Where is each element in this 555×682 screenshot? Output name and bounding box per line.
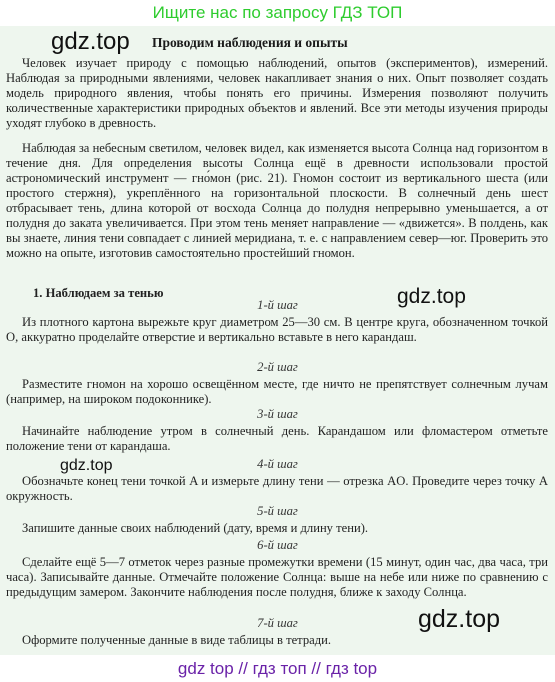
step-text: Запишите данные своих наблюдений (дату, время и длину тени). bbox=[22, 521, 369, 535]
intro-paragraph-1: Человек изучает природу с помощью наблюдений, опытов (экспериментов), измерений. Наблюдая за природными явлениями, человек накапливает знания о них. Опыт позволяет создать модель природного явления, чтобы понять его причины. Измерения позволяют получить количественные характеристики природных объектов и явлений. Все эти методы изучения природы уходят глубоко в древность. bbox=[6, 56, 548, 130]
step-text: Сделайте ещё 5—7 отметок через разные промежутки времени (15 минут, один час, два часа, три часа). Записывайте данные. Отмечайте положение Солнца: выше на небе или ниже по сравнению с предыдущим замером. Закончите наблюдения после полудня, ближе к заходу Солнца. bbox=[6, 555, 548, 599]
intro-paragraph-2: Наблюдая за небесным светилом, человек видел, как изменяется высота Солнца над горизонтом в течение дня. Для определения высоты Солнца ещё в древности использовали простой астрономический инструмент — гно́мон (рис. 21). Гномон состоит из вертикального шеста (или простого стержня), укреплённого на горизонтальной плоскости. В солнечный день шест отбрасывает тень, длина которой от восхода Солнца до полудня непрерывно уменьшается, а от полудня до заката увеличивается. При этом тень меняет направление — «движется». В полдень, как вы знаете, линия тени совпадает с линией меридиана, т. е. с направлением север—юг. Проверить это можно на опыте, изготовив самостоятельно простейший гномон. bbox=[6, 141, 548, 260]
step-label: 4-й шаг bbox=[257, 457, 298, 471]
step-label: 3-й шаг bbox=[257, 407, 298, 421]
footer-banner: gdz top // гдз топ // гдз top bbox=[0, 655, 555, 682]
step-label: 2-й шаг bbox=[257, 360, 298, 374]
section-heading: 1. Наблюдаем за тенью bbox=[33, 286, 164, 300]
watermark: gdz.top bbox=[51, 28, 130, 55]
search-banner: Ищите нас по запросу ГДЗ ТОП bbox=[0, 0, 555, 26]
step-text: Оформите полученные данные в виде таблицы в тетради. bbox=[22, 633, 332, 647]
step-text: Обозначьте конец тени точкой A и измерьте длину тени — отрезка AO. Проведите через точку A окружность. bbox=[6, 474, 548, 503]
step-label: 7-й шаг bbox=[257, 616, 298, 630]
step-label: 6-й шаг bbox=[257, 538, 298, 552]
page-title: Проводим наблюдения и опыты bbox=[152, 35, 348, 50]
step-label: 1-й шаг bbox=[257, 298, 298, 312]
watermark: gdz.top bbox=[397, 285, 466, 308]
step-text: Из плотного картона вырежьте круг диаметром 25—30 см. В центре круга, обозначенном точкой O, аккуратно проделайте отверстие и вертикально вставьте в него карандаш. bbox=[6, 315, 548, 344]
watermark: gdz.top bbox=[418, 605, 501, 633]
step-text: Начинайте наблюдение утром в солнечный день. Карандашом или фломастером отметьте положение тени от карандаша. bbox=[6, 424, 548, 453]
step-label: 5-й шаг bbox=[257, 504, 298, 518]
step-text: Разместите гномон на хорошо освещённом месте, где ничто не препятствует солнечным лучам (например, на широком подоконнике). bbox=[6, 377, 548, 406]
watermark: gdz.top bbox=[60, 457, 113, 474]
